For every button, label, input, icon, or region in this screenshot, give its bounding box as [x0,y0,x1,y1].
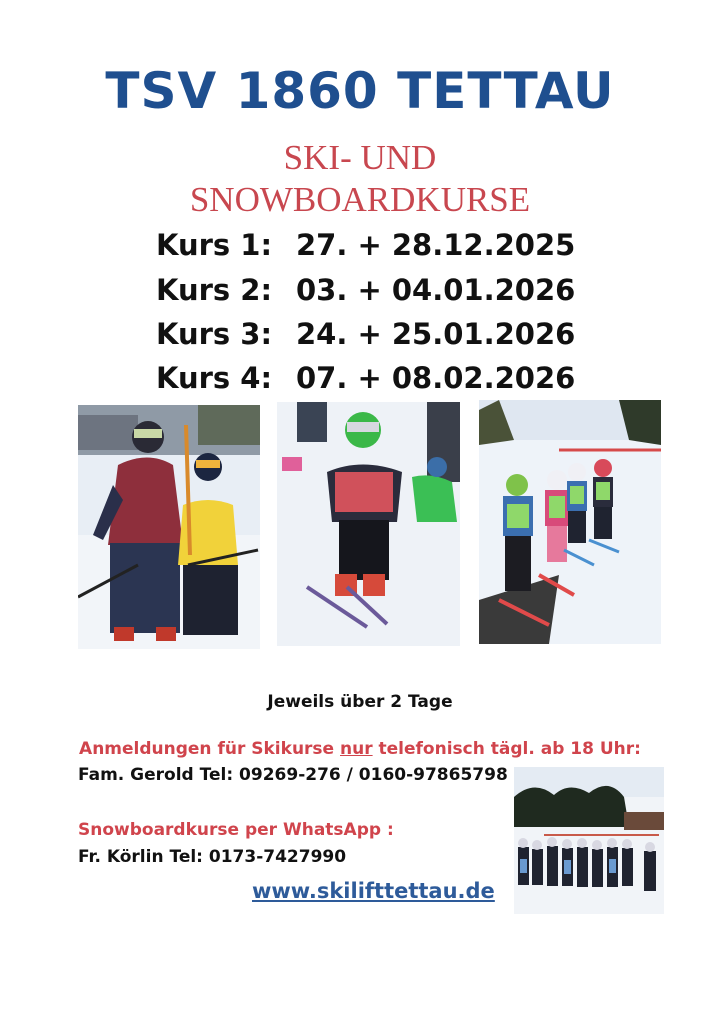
course-dates: 07. + 08.02.2026 [296,361,576,395]
ski-registration-heading [0,739,720,759]
course-label: Kurs 1: [156,228,273,262]
course-label: Kurs 2: [156,273,273,307]
course-row [156,361,575,395]
ski-registration-text-start: Anmeldungen für Skikurse [79,739,340,759]
poster-title: TSV 1860 TETTAU [105,62,615,120]
subtitle-line-2: SNOWBOARDKURSE [189,180,531,219]
course-dates: 24. + 25.01.2026 [296,317,576,351]
ski-contact: Fam. Gerold Tel: 09269-276 / 0160-97865798 [78,765,508,785]
course-dates: 03. + 04.01.2026 [296,273,576,307]
course-label: Kurs 3: [156,317,273,351]
website-link[interactable]: www.skilifttettau.de [252,879,495,903]
course-label: Kurs 4: [156,361,273,395]
duration-note: Jeweils über 2 Tage [267,692,453,712]
photo-child-skiing [277,402,460,646]
course-row [156,228,575,262]
photo-snowboard-group [514,767,664,914]
course-row [156,273,575,307]
subtitle-line-1: SKI- UND [283,138,437,177]
photo-children-on-slope [479,400,661,644]
course-row [156,317,575,351]
snowboard-contact: Fr. Körlin Tel: 0173-7427990 [78,847,347,867]
photo-instructor-with-child [78,405,260,649]
snowboard-registration-heading: Snowboardkurse per WhatsApp : [78,820,394,840]
ski-registration-text-end: telefonisch tägl. ab 18 Uhr: [372,739,641,759]
ski-registration-emphasis: nur [340,739,373,759]
course-dates: 27. + 28.12.2025 [296,228,576,262]
